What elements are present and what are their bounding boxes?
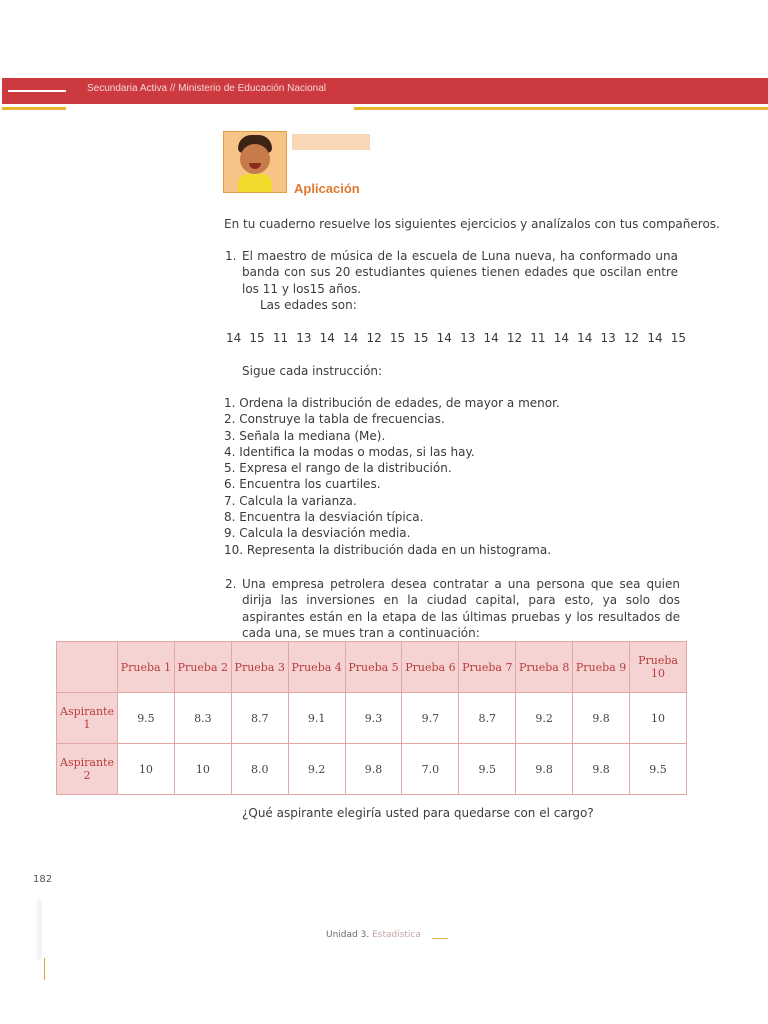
age-value: 14: [436, 331, 452, 345]
section-tag-box: [292, 134, 370, 150]
table-cell: 8.3: [174, 693, 231, 744]
age-value: 14: [647, 331, 663, 345]
table-header-row: [57, 642, 687, 693]
age-value: 12: [366, 331, 382, 345]
student-avatar-illustration: [223, 131, 287, 193]
table-corner-cell: [57, 642, 118, 693]
table-cell: 9.2: [516, 693, 573, 744]
footer-unit-name: Estadística: [372, 930, 421, 940]
table-cell: 9.8: [345, 744, 402, 795]
row-label: Aspirante 2: [57, 744, 118, 795]
table-cell: 9.1: [288, 693, 345, 744]
table-header-cell: Prueba 5: [345, 642, 402, 693]
instruction-list: [224, 395, 560, 558]
table-header-cell: Prueba 4: [288, 642, 345, 693]
instruction-heading: Sigue cada instrucción:: [242, 364, 383, 378]
margin-decor: [37, 900, 42, 960]
table-header-cell: Prueba 2: [174, 642, 231, 693]
table-cell: 10: [174, 744, 231, 795]
table-header-cell: Prueba 7: [459, 642, 516, 693]
page-number: 182: [33, 874, 53, 885]
age-value: 14: [483, 331, 499, 345]
table-cell: 9.7: [402, 693, 459, 744]
table-cell: 9.8: [573, 744, 630, 795]
age-value: 11: [530, 331, 546, 345]
header-decor-line: [8, 90, 66, 92]
age-value: 13: [460, 331, 476, 345]
exercise2-statement: Una empresa petrolera desea contratar a una persona que sea quien dirija las inversiones en la ciudad capital, para esto, ya solo dos aspirantes están en la etapa de las últimas pruebas y los resultados de cada una, se mues tran a continuación:: [242, 577, 680, 640]
instruction-step: 3. Señala la mediana (Me).: [224, 428, 386, 443]
table-header-cell: Prueba 1: [118, 642, 175, 693]
instruction-step: 9. Calcula la desviación media.: [224, 526, 411, 541]
table-cell: 8.0: [231, 744, 288, 795]
table-cell: 9.5: [630, 744, 687, 795]
table-header-cell: Prueba 8: [516, 642, 573, 693]
table-cell: 10: [118, 744, 175, 795]
section-title: Aplicación: [294, 181, 360, 196]
ages-list: [226, 331, 686, 345]
instruction-step: 8. Encuentra la desviación típica.: [224, 510, 424, 525]
age-value: 14: [343, 331, 359, 345]
instruction-step: 7. Calcula la varianza.: [224, 493, 357, 508]
row-label: Aspirante 1: [57, 693, 118, 744]
accent-gap: [66, 107, 354, 110]
age-value: 12: [623, 331, 640, 345]
age-value: 14: [226, 331, 242, 345]
age-value: 14: [319, 331, 335, 345]
age-value: 15: [389, 331, 406, 345]
instruction-step: 6. Encuentra los cuartiles.: [224, 477, 381, 492]
table-row: [57, 693, 687, 744]
table-row: [57, 744, 687, 795]
age-value: 13: [600, 331, 616, 345]
table-cell: 7.0: [402, 744, 459, 795]
table-header-cell: Prueba 9: [573, 642, 630, 693]
footer-mark: [432, 938, 448, 939]
table-cell: 8.7: [459, 693, 516, 744]
age-value: 15: [670, 331, 686, 345]
age-value: 14: [553, 331, 569, 345]
table-header-cell: Prueba 3: [231, 642, 288, 693]
header-title: Secundaria Activa // Ministerio de Educación Nacional: [87, 83, 327, 94]
footer-unit-label: Unidad 3.: [326, 930, 370, 940]
instruction-step: 2. Construye la tabla de frecuencias.: [224, 412, 445, 427]
margin-line: [44, 958, 45, 980]
age-value: 12: [506, 331, 523, 345]
age-value: 14: [577, 331, 593, 345]
exercise1-statement: El maestro de música de la escuela de Luna nueva, ha conformado una banda con sus 20 estudiantes quienes tienen edades que oscilan entre los 11 y los15 años.: [242, 249, 678, 296]
instruction-step: 1. Ordena la distribución de edades, de mayor a menor.: [224, 396, 560, 410]
header-bar: [2, 78, 768, 104]
table-cell: 10: [630, 693, 687, 744]
exercise1-number: 1.: [225, 249, 237, 263]
table-cell: 9.5: [118, 693, 175, 744]
table-header-cell: Prueba 10: [630, 642, 687, 693]
table-header-cell: Prueba 6: [402, 642, 459, 693]
table-cell: 8.7: [231, 693, 288, 744]
age-value: 15: [413, 331, 429, 345]
table-cell: 9.2: [288, 744, 345, 795]
ages-label: Las edades son:: [260, 298, 357, 312]
age-value: 11: [272, 331, 289, 345]
table-cell: 9.3: [345, 693, 402, 744]
table-cell: 9.8: [516, 744, 573, 795]
age-value: 15: [249, 331, 265, 345]
closing-question: ¿Qué aspirante elegiría usted para quedarse con el cargo?: [242, 806, 594, 820]
scores-table: [56, 641, 687, 795]
table-cell: 9.5: [459, 744, 516, 795]
instruction-step: 5. Expresa el rango de la distribución.: [224, 461, 452, 476]
footer-unit: [326, 930, 421, 940]
table-cell: 9.8: [573, 693, 630, 744]
instruction-step: 4. Identifica la modas o modas, si las hay.: [224, 444, 475, 459]
intro-text: En tu cuaderno resuelve los siguientes ejercicios y analízalos con tus compañeros.: [224, 217, 720, 231]
exercise2-number: 2.: [225, 577, 237, 591]
instruction-step: 10. Representa la distribución dada en un histograma.: [224, 542, 552, 557]
age-value: 13: [296, 331, 312, 345]
